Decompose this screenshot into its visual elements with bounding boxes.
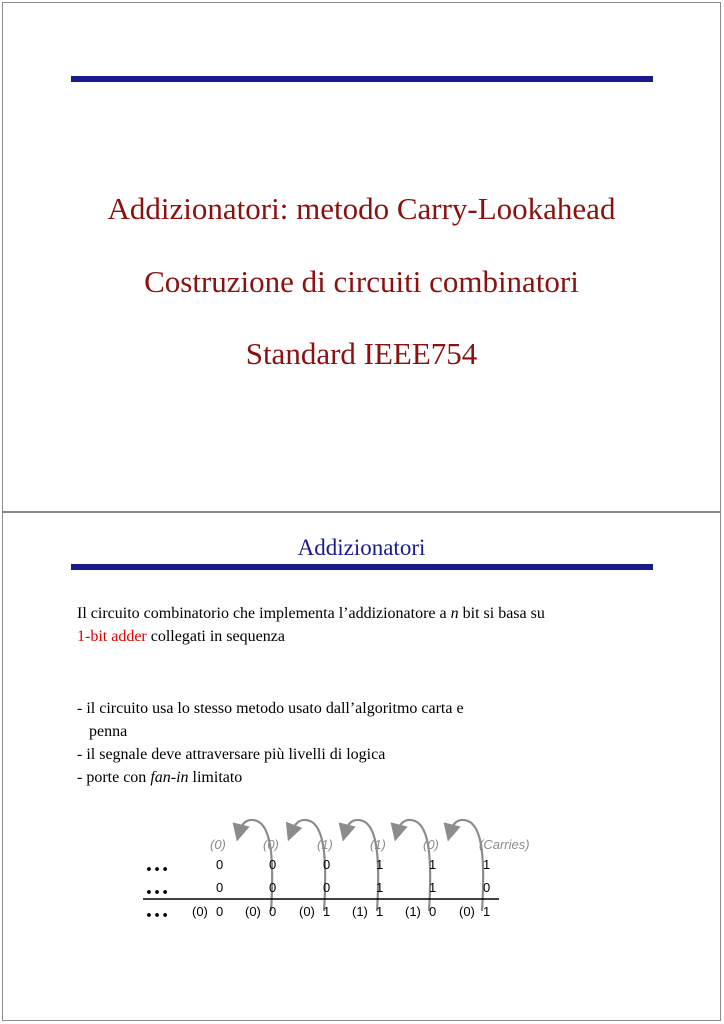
sum-bit: 1 <box>376 904 384 919</box>
intro-paragraph <box>77 602 545 648</box>
ellipsis-row-b: … <box>145 874 169 900</box>
intro-text-3: collegati in sequenza <box>146 628 285 645</box>
carry-value: (0) <box>263 837 279 852</box>
carry-value: (1) <box>317 837 333 852</box>
bullet-3-text-2: limitato <box>188 769 243 786</box>
title-divider-bar <box>71 564 653 570</box>
sum-bit: 0 <box>216 904 224 919</box>
ripple-carry-addition-diagram <box>139 807 539 927</box>
one-bit-adder-highlight: 1-bit adder <box>77 628 147 645</box>
bullet-1-continued: penna <box>89 723 128 740</box>
carry-value: (0) <box>210 837 226 852</box>
intro-text-1: Il circuito combinatorio che implementa l’addizionatore a <box>77 605 451 622</box>
bullet-1: - il circuito usa lo stesso metodo usato dall’algoritmo carta e <box>77 700 464 717</box>
operand-a-bit: 0 <box>323 857 331 872</box>
carry-value: (1) <box>370 837 386 852</box>
sum-bit: 1 <box>323 904 331 919</box>
carry-arrow-1 <box>239 820 272 911</box>
sum-carry-in: (0) <box>299 904 315 919</box>
operand-a-bit: 1 <box>483 857 491 872</box>
ellipsis-row-a: … <box>145 851 169 877</box>
slide-1-title-1: Addizionatori: metodo Carry-Lookahead <box>107 191 616 226</box>
carry-value: (0) <box>423 837 439 852</box>
sum-bit: 0 <box>429 904 437 919</box>
sum-carry-in: (0) <box>245 904 261 919</box>
operand-b-bit: 0 <box>323 880 331 895</box>
intro-n: n <box>450 605 459 622</box>
operand-a-bit: 1 <box>429 857 437 872</box>
operand-b-bit: 1 <box>376 880 384 895</box>
operand-a-bit: 1 <box>376 857 384 872</box>
carry-arrow-3 <box>345 820 378 911</box>
title-divider-bar <box>71 76 653 82</box>
slide-2 <box>2 512 721 1021</box>
fan-in-term: fan-in <box>150 769 189 786</box>
slide-2-title: Addizionatori <box>297 535 426 560</box>
carry-arrow-5 <box>450 820 483 911</box>
carry-arrow-4 <box>397 820 430 911</box>
intro-text-2: bit si basa su <box>458 605 545 622</box>
sum-bit: 0 <box>269 904 277 919</box>
bullet-2: - il segnale deve attraversare più livelli di logica <box>77 746 386 763</box>
bullet-list <box>77 697 464 789</box>
bullet-3 <box>77 766 464 789</box>
sum-carry-in: (1) <box>352 904 368 919</box>
ellipsis-row-sum: … <box>145 897 169 923</box>
carry-arrow-2 <box>291 820 325 911</box>
sum-carry-in: (0) <box>192 904 208 919</box>
operand-b-bit: 1 <box>429 880 437 895</box>
slide-1 <box>2 2 721 512</box>
operand-a-bit: 0 <box>216 857 224 872</box>
sum-carry-in: (0) <box>459 904 475 919</box>
bullet-3-text-1: - porte con <box>77 769 151 786</box>
operand-b-bit: 0 <box>216 880 224 895</box>
carries-label: (Carries) <box>479 837 530 852</box>
sum-carry-in: (1) <box>405 904 421 919</box>
operand-b-bit: 0 <box>483 880 491 895</box>
operand-b-bit: 0 <box>269 880 277 895</box>
slide-1-title-3: Standard IEEE754 <box>245 336 478 371</box>
slide-1-title-2: Costruzione di circuiti combinatori <box>144 264 579 299</box>
sum-bit: 1 <box>483 904 491 919</box>
operand-a-bit: 0 <box>269 857 277 872</box>
